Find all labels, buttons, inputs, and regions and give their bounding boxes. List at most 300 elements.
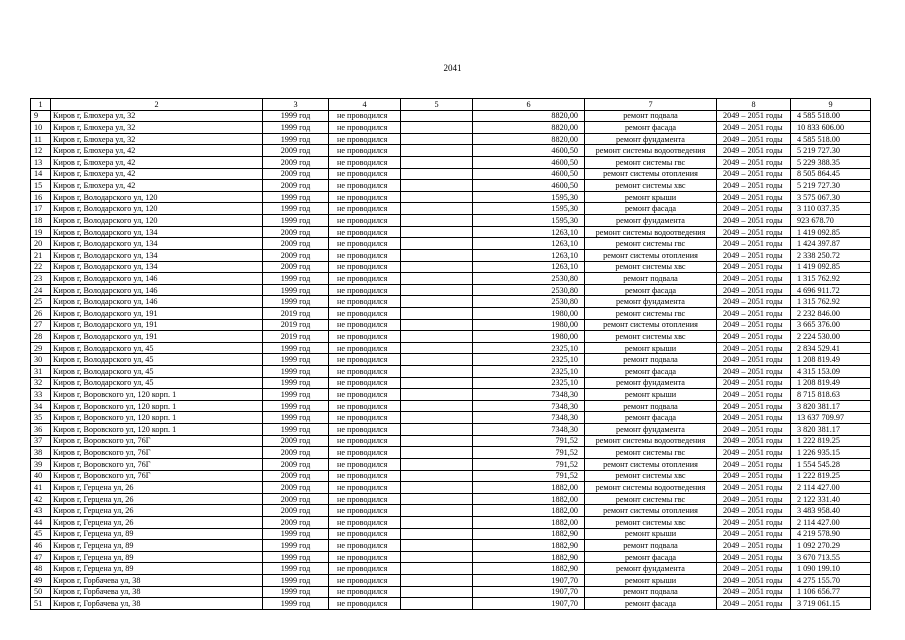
table-row — [31, 598, 871, 610]
area-cell: 1882,90 — [473, 551, 585, 563]
cost-cell: 1 554 545.28 — [791, 458, 871, 470]
work-type-cell: ремонт фундамента — [585, 133, 717, 145]
header-cell: 7 — [585, 99, 717, 111]
address-cell: Киров г, Володарского ул, 146 — [51, 284, 263, 296]
inspection-cell: не проводился — [329, 366, 401, 378]
inspection-cell: не проводился — [329, 249, 401, 261]
table-row — [31, 307, 871, 319]
area-cell: 2530,80 — [473, 296, 585, 308]
table-row — [31, 389, 871, 401]
work-type-cell: ремонт системы гвс — [585, 157, 717, 169]
period-cell: 2049 – 2051 годы — [717, 180, 791, 192]
work-type-cell: ремонт подвала — [585, 540, 717, 552]
address-cell: Киров г, Володарского ул, 45 — [51, 354, 263, 366]
empty-cell — [401, 563, 473, 575]
period-cell: 2049 – 2051 годы — [717, 551, 791, 563]
empty-cell — [401, 284, 473, 296]
area-cell: 1980,00 — [473, 307, 585, 319]
work-type-cell: ремонт системы хвс — [585, 331, 717, 343]
address-cell: Киров г, Блюхера ул, 32 — [51, 133, 263, 145]
inspection-cell: не проводился — [329, 168, 401, 180]
row-number-cell: 43 — [31, 505, 51, 517]
empty-cell — [401, 226, 473, 238]
cost-cell: 1 222 819.25 — [791, 435, 871, 447]
cost-cell: 2 224 530.00 — [791, 331, 871, 343]
year-cell: 2009 год — [263, 435, 329, 447]
period-cell: 2049 – 2051 годы — [717, 145, 791, 157]
work-type-cell: ремонт фундамента — [585, 215, 717, 227]
cost-cell: 13 637 709.97 — [791, 412, 871, 424]
work-type-cell: ремонт подвала — [585, 110, 717, 122]
inspection-cell: не проводился — [329, 412, 401, 424]
period-cell: 2049 – 2051 годы — [717, 157, 791, 169]
period-cell: 2049 – 2051 годы — [717, 516, 791, 528]
inspection-cell: не проводился — [329, 563, 401, 575]
inspection-cell: не проводился — [329, 447, 401, 459]
row-number-cell: 20 — [31, 238, 51, 250]
address-cell: Киров г, Володарского ул, 191 — [51, 307, 263, 319]
row-number-cell: 18 — [31, 215, 51, 227]
area-cell: 2530,80 — [473, 273, 585, 285]
inspection-cell: не проводился — [329, 145, 401, 157]
empty-cell — [401, 574, 473, 586]
empty-cell — [401, 354, 473, 366]
year-cell: 1999 год — [263, 586, 329, 598]
inspection-cell: не проводился — [329, 226, 401, 238]
work-type-cell: ремонт фундамента — [585, 424, 717, 436]
area-cell: 1263,10 — [473, 249, 585, 261]
inspection-cell: не проводился — [329, 180, 401, 192]
area-cell: 7348,30 — [473, 424, 585, 436]
table-row — [31, 574, 871, 586]
cost-cell: 5 229 388.35 — [791, 157, 871, 169]
period-cell: 2049 – 2051 годы — [717, 226, 791, 238]
inspection-cell: не проводился — [329, 261, 401, 273]
cost-cell: 2 114 427.00 — [791, 482, 871, 494]
area-cell: 8820,00 — [473, 122, 585, 134]
inspection-cell: не проводился — [329, 296, 401, 308]
area-cell: 1595,30 — [473, 203, 585, 215]
period-cell: 2049 – 2051 годы — [717, 435, 791, 447]
inspection-cell: не проводился — [329, 238, 401, 250]
period-cell: 2049 – 2051 годы — [717, 191, 791, 203]
cost-cell: 5 219 727.30 — [791, 180, 871, 192]
year-cell: 2019 год — [263, 319, 329, 331]
year-cell: 1999 год — [263, 122, 329, 134]
row-number-cell: 24 — [31, 284, 51, 296]
address-cell: Киров г, Воровского ул, 76Г — [51, 470, 263, 482]
period-cell: 2049 – 2051 годы — [717, 284, 791, 296]
empty-cell — [401, 191, 473, 203]
inspection-cell: не проводился — [329, 122, 401, 134]
cost-cell: 1 222 819.25 — [791, 470, 871, 482]
area-cell: 1882,00 — [473, 482, 585, 494]
empty-cell — [401, 307, 473, 319]
year-cell: 1999 год — [263, 574, 329, 586]
period-cell: 2049 – 2051 годы — [717, 249, 791, 261]
row-number-cell: 15 — [31, 180, 51, 192]
work-type-cell: ремонт системы хвс — [585, 180, 717, 192]
row-number-cell: 19 — [31, 226, 51, 238]
repair-schedule-table — [30, 98, 871, 610]
cost-cell: 1 090 199.10 — [791, 563, 871, 575]
area-cell: 7348,30 — [473, 389, 585, 401]
table-row — [31, 482, 871, 494]
empty-cell — [401, 424, 473, 436]
cost-cell: 3 575 067.30 — [791, 191, 871, 203]
empty-cell — [401, 319, 473, 331]
table-row — [31, 284, 871, 296]
period-cell: 2049 – 2051 годы — [717, 540, 791, 552]
row-number-cell: 42 — [31, 493, 51, 505]
header-cell: 8 — [717, 99, 791, 111]
table-row — [31, 493, 871, 505]
area-cell: 4600,50 — [473, 168, 585, 180]
row-number-cell: 9 — [31, 110, 51, 122]
table-row — [31, 586, 871, 598]
empty-cell — [401, 110, 473, 122]
inspection-cell: не проводился — [329, 319, 401, 331]
period-cell: 2049 – 2051 годы — [717, 563, 791, 575]
area-cell: 7348,30 — [473, 400, 585, 412]
address-cell: Киров г, Володарского ул, 45 — [51, 377, 263, 389]
work-type-cell: ремонт системы отопления — [585, 458, 717, 470]
table-row — [31, 342, 871, 354]
table-row — [31, 400, 871, 412]
period-cell: 2049 – 2051 годы — [717, 528, 791, 540]
inspection-cell: не проводился — [329, 307, 401, 319]
cost-cell: 2 834 529.41 — [791, 342, 871, 354]
inspection-cell: не проводился — [329, 215, 401, 227]
table-row — [31, 238, 871, 250]
table-row — [31, 261, 871, 273]
year-cell: 1999 год — [263, 215, 329, 227]
year-cell: 2009 год — [263, 180, 329, 192]
inspection-cell: не проводился — [329, 574, 401, 586]
work-type-cell: ремонт подвала — [585, 354, 717, 366]
work-type-cell: ремонт фундамента — [585, 296, 717, 308]
period-cell: 2049 – 2051 годы — [717, 261, 791, 273]
table-row — [31, 540, 871, 552]
page-number: 2041 — [443, 63, 462, 73]
year-cell: 1999 год — [263, 284, 329, 296]
period-cell: 2049 – 2051 годы — [717, 574, 791, 586]
empty-cell — [401, 238, 473, 250]
address-cell: Киров г, Горбачева ул, 38 — [51, 598, 263, 610]
work-type-cell: ремонт системы хвс — [585, 516, 717, 528]
cost-cell: 1 424 397.87 — [791, 238, 871, 250]
year-cell: 1999 год — [263, 389, 329, 401]
area-cell: 1595,30 — [473, 215, 585, 227]
row-number-cell: 12 — [31, 145, 51, 157]
header-cell: 9 — [791, 99, 871, 111]
table-row — [31, 377, 871, 389]
work-type-cell: ремонт фасада — [585, 366, 717, 378]
area-cell: 7348,30 — [473, 412, 585, 424]
empty-cell — [401, 458, 473, 470]
address-cell: Киров г, Герцена ул, 26 — [51, 493, 263, 505]
inspection-cell: не проводился — [329, 354, 401, 366]
year-cell: 1999 год — [263, 133, 329, 145]
row-number-cell: 40 — [31, 470, 51, 482]
address-cell: Киров г, Герцена ул, 26 — [51, 516, 263, 528]
empty-cell — [401, 598, 473, 610]
inspection-cell: не проводился — [329, 458, 401, 470]
table-row — [31, 458, 871, 470]
table-row — [31, 412, 871, 424]
column-number-row — [31, 99, 871, 111]
area-cell: 1263,10 — [473, 261, 585, 273]
year-cell: 1999 год — [263, 551, 329, 563]
address-cell: Киров г, Герцена ул, 89 — [51, 563, 263, 575]
address-cell: Киров г, Горбачева ул, 38 — [51, 574, 263, 586]
empty-cell — [401, 273, 473, 285]
table-row — [31, 203, 871, 215]
period-cell: 2049 – 2051 годы — [717, 447, 791, 459]
table-row — [31, 226, 871, 238]
inspection-cell: не проводился — [329, 110, 401, 122]
row-number-cell: 41 — [31, 482, 51, 494]
empty-cell — [401, 470, 473, 482]
address-cell: Киров г, Володарского ул, 146 — [51, 273, 263, 285]
work-type-cell: ремонт крыши — [585, 342, 717, 354]
cost-cell: 10 833 606.00 — [791, 122, 871, 134]
table-row — [31, 273, 871, 285]
cost-cell: 4 585 518.00 — [791, 110, 871, 122]
period-cell: 2049 – 2051 годы — [717, 215, 791, 227]
table-row — [31, 424, 871, 436]
row-number-cell: 10 — [31, 122, 51, 134]
cost-cell: 1 315 762.92 — [791, 273, 871, 285]
row-number-cell: 49 — [31, 574, 51, 586]
year-cell: 1999 год — [263, 540, 329, 552]
inspection-cell: не проводился — [329, 516, 401, 528]
period-cell: 2049 – 2051 годы — [717, 342, 791, 354]
address-cell: Киров г, Блюхера ул, 42 — [51, 168, 263, 180]
address-cell: Киров г, Володарского ул, 120 — [51, 215, 263, 227]
header-cell: 6 — [473, 99, 585, 111]
year-cell: 2009 год — [263, 447, 329, 459]
row-number-cell: 51 — [31, 598, 51, 610]
header-cell: 1 — [31, 99, 51, 111]
table-row — [31, 319, 871, 331]
inspection-cell: не проводился — [329, 493, 401, 505]
inspection-cell: не проводился — [329, 540, 401, 552]
cost-cell: 1 208 819.49 — [791, 377, 871, 389]
inspection-cell: не проводился — [329, 435, 401, 447]
inspection-cell: не проводился — [329, 551, 401, 563]
inspection-cell: не проводился — [329, 598, 401, 610]
address-cell: Киров г, Герцена ул, 89 — [51, 540, 263, 552]
year-cell: 1999 год — [263, 563, 329, 575]
empty-cell — [401, 203, 473, 215]
period-cell: 2049 – 2051 годы — [717, 389, 791, 401]
address-cell: Киров г, Володарского ул, 191 — [51, 319, 263, 331]
cost-cell: 3 820 381.17 — [791, 424, 871, 436]
table-row — [31, 215, 871, 227]
year-cell: 2009 год — [263, 238, 329, 250]
inspection-cell: не проводился — [329, 377, 401, 389]
address-cell: Киров г, Герцена ул, 89 — [51, 528, 263, 540]
year-cell: 1999 год — [263, 296, 329, 308]
area-cell: 1882,00 — [473, 493, 585, 505]
period-cell: 2049 – 2051 годы — [717, 168, 791, 180]
work-type-cell: ремонт крыши — [585, 528, 717, 540]
area-cell: 791,52 — [473, 470, 585, 482]
area-cell: 791,52 — [473, 458, 585, 470]
empty-cell — [401, 377, 473, 389]
table-row — [31, 366, 871, 378]
inspection-cell: не проводился — [329, 133, 401, 145]
cost-cell: 3 670 713.55 — [791, 551, 871, 563]
row-number-cell: 21 — [31, 249, 51, 261]
table-row — [31, 296, 871, 308]
table-row — [31, 157, 871, 169]
row-number-cell: 36 — [31, 424, 51, 436]
cost-cell: 4 696 911.72 — [791, 284, 871, 296]
year-cell: 2019 год — [263, 307, 329, 319]
empty-cell — [401, 540, 473, 552]
address-cell: Киров г, Блюхера ул, 42 — [51, 157, 263, 169]
row-number-cell: 23 — [31, 273, 51, 285]
period-cell: 2049 – 2051 годы — [717, 458, 791, 470]
address-cell: Киров г, Блюхера ул, 42 — [51, 145, 263, 157]
row-number-cell: 37 — [31, 435, 51, 447]
year-cell: 1999 год — [263, 110, 329, 122]
table-row — [31, 470, 871, 482]
year-cell: 1999 год — [263, 342, 329, 354]
table-row — [31, 249, 871, 261]
area-cell: 1882,90 — [473, 540, 585, 552]
row-number-cell: 45 — [31, 528, 51, 540]
table-row — [31, 447, 871, 459]
work-type-cell: ремонт фундамента — [585, 377, 717, 389]
row-number-cell: 17 — [31, 203, 51, 215]
area-cell: 4600,50 — [473, 180, 585, 192]
area-cell: 791,52 — [473, 447, 585, 459]
work-type-cell: ремонт системы хвс — [585, 261, 717, 273]
year-cell: 2009 год — [263, 482, 329, 494]
inspection-cell: не проводился — [329, 505, 401, 517]
cost-cell: 4 315 153.09 — [791, 366, 871, 378]
work-type-cell: ремонт подвала — [585, 273, 717, 285]
year-cell: 1999 год — [263, 400, 329, 412]
work-type-cell: ремонт фасада — [585, 203, 717, 215]
period-cell: 2049 – 2051 годы — [717, 203, 791, 215]
cost-cell: 2 338 250.72 — [791, 249, 871, 261]
address-cell: Киров г, Блюхера ул, 42 — [51, 180, 263, 192]
work-type-cell: ремонт подвала — [585, 400, 717, 412]
inspection-cell: не проводился — [329, 528, 401, 540]
empty-cell — [401, 516, 473, 528]
work-type-cell: ремонт системы гвс — [585, 307, 717, 319]
address-cell: Киров г, Воровского ул, 76Г — [51, 458, 263, 470]
empty-cell — [401, 435, 473, 447]
address-cell: Киров г, Володарского ул, 120 — [51, 191, 263, 203]
area-cell: 1907,70 — [473, 598, 585, 610]
cost-cell: 4 219 578.90 — [791, 528, 871, 540]
period-cell: 2049 – 2051 годы — [717, 482, 791, 494]
year-cell: 2009 год — [263, 157, 329, 169]
address-cell: Киров г, Горбачева ул, 38 — [51, 586, 263, 598]
row-number-cell: 28 — [31, 331, 51, 343]
year-cell: 2009 год — [263, 458, 329, 470]
table-row — [31, 516, 871, 528]
empty-cell — [401, 586, 473, 598]
empty-cell — [401, 493, 473, 505]
cost-cell: 2 232 846.00 — [791, 307, 871, 319]
inspection-cell: не проводился — [329, 284, 401, 296]
area-cell: 1882,00 — [473, 516, 585, 528]
work-type-cell: ремонт системы гвс — [585, 238, 717, 250]
work-type-cell: ремонт системы отопления — [585, 168, 717, 180]
year-cell: 2009 год — [263, 249, 329, 261]
work-type-cell: ремонт крыши — [585, 191, 717, 203]
cost-cell: 923 678.70 — [791, 215, 871, 227]
row-number-cell: 16 — [31, 191, 51, 203]
empty-cell — [401, 145, 473, 157]
address-cell: Киров г, Блюхера ул, 32 — [51, 122, 263, 134]
empty-cell — [401, 447, 473, 459]
inspection-cell: не проводился — [329, 203, 401, 215]
row-number-cell: 25 — [31, 296, 51, 308]
area-cell: 2325,10 — [473, 366, 585, 378]
address-cell: Киров г, Блюхера ул, 32 — [51, 110, 263, 122]
work-type-cell: ремонт фасада — [585, 122, 717, 134]
work-type-cell: ремонт крыши — [585, 574, 717, 586]
work-type-cell: ремонт системы гвс — [585, 447, 717, 459]
work-type-cell: ремонт фасада — [585, 598, 717, 610]
cost-cell: 1 226 935.15 — [791, 447, 871, 459]
cost-cell: 3 483 958.40 — [791, 505, 871, 517]
year-cell: 1999 год — [263, 528, 329, 540]
inspection-cell: не проводился — [329, 389, 401, 401]
period-cell: 2049 – 2051 годы — [717, 598, 791, 610]
row-number-cell: 31 — [31, 366, 51, 378]
period-cell: 2049 – 2051 годы — [717, 586, 791, 598]
table-row — [31, 563, 871, 575]
area-cell: 2530,80 — [473, 284, 585, 296]
address-cell: Киров г, Воровского ул, 120 корп. 1 — [51, 412, 263, 424]
period-cell: 2049 – 2051 годы — [717, 470, 791, 482]
empty-cell — [401, 342, 473, 354]
inspection-cell: не проводился — [329, 157, 401, 169]
period-cell: 2049 – 2051 годы — [717, 122, 791, 134]
row-number-cell: 26 — [31, 307, 51, 319]
period-cell: 2049 – 2051 годы — [717, 296, 791, 308]
period-cell: 2049 – 2051 годы — [717, 238, 791, 250]
empty-cell — [401, 261, 473, 273]
inspection-cell: не проводился — [329, 424, 401, 436]
empty-cell — [401, 366, 473, 378]
period-cell: 2049 – 2051 годы — [717, 307, 791, 319]
inspection-cell: не проводился — [329, 482, 401, 494]
table-row — [31, 528, 871, 540]
row-number-cell: 39 — [31, 458, 51, 470]
area-cell: 4600,50 — [473, 145, 585, 157]
row-number-cell: 35 — [31, 412, 51, 424]
cost-cell: 1 208 819.49 — [791, 354, 871, 366]
year-cell: 2009 год — [263, 470, 329, 482]
area-cell: 1595,30 — [473, 191, 585, 203]
area-cell: 8820,00 — [473, 110, 585, 122]
area-cell: 2325,10 — [473, 377, 585, 389]
address-cell: Киров г, Володарского ул, 45 — [51, 366, 263, 378]
empty-cell — [401, 412, 473, 424]
table-row — [31, 180, 871, 192]
empty-cell — [401, 528, 473, 540]
row-number-cell: 13 — [31, 157, 51, 169]
